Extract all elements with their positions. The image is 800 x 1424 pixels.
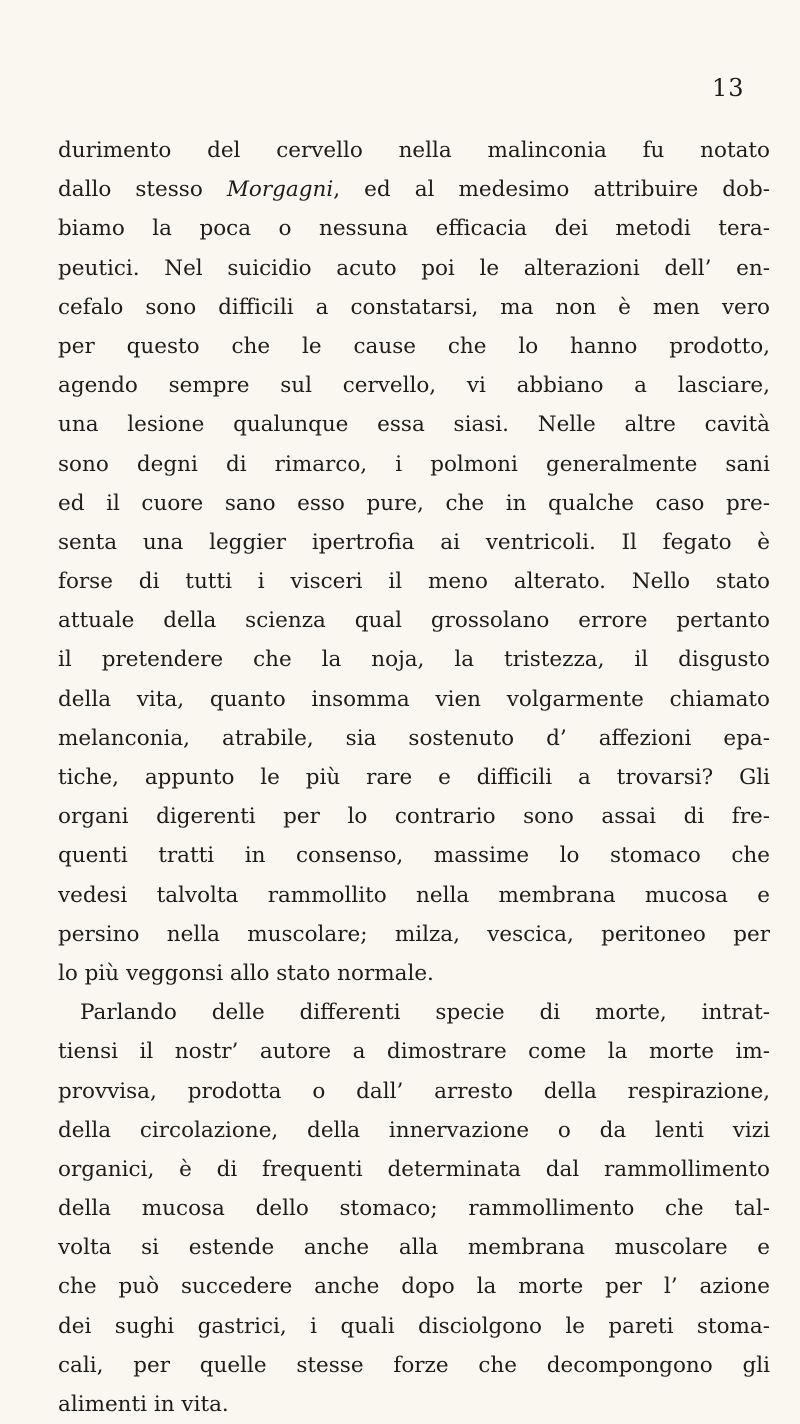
text-run: , ed al medesimo attribuire dob-: [333, 177, 771, 203]
text-line: senta una leggier ipertrofia ai ventricoli. Il fegato è: [58, 529, 770, 555]
text-line: vedesi talvolta rammollito nella membrana mucosa e: [58, 882, 770, 908]
text-line: biamo la poca o nessuna efficacia dei metodi tera-: [58, 216, 770, 242]
text-line: quenti tratti in consenso, massime lo stomaco che: [58, 843, 770, 869]
text-line: provvisa, prodotta o dall’ arresto della respirazione,: [58, 1078, 770, 1104]
text-line: organici, è di frequenti determinata dal rammollimento: [58, 1156, 770, 1182]
text-line: tiche, appunto le più rare e difficili a trovarsi? Gli: [58, 765, 770, 790]
text-line: melanconia, atrabile, sia sostenuto d’ affezioni epa-: [58, 725, 770, 751]
text-line: della mucosa dello stomaco; rammollimento che tal-: [58, 1196, 770, 1222]
body-text: [58, 131, 770, 1424]
text-line: lo più veggonsi allo stato normale.: [58, 960, 434, 986]
text-line: persino nella muscolare; milza, vescica, peritoneo per: [58, 921, 770, 947]
text-line: peutici. Nel suicidio acuto poi le alterazioni dell’ en-: [58, 255, 770, 281]
text-line: agendo sempre sul cervello, vi abbiano a lasciare,: [58, 373, 770, 399]
page-number: 13: [712, 74, 745, 102]
text-line: [58, 170, 770, 209]
text-line: Parlando delle differenti specie di morte, intrat-: [80, 1000, 770, 1026]
text-line: una lesione qualunque essa siasi. Nelle altre cavità: [58, 412, 770, 438]
text-line: attuale della scienza qual grossolano errore pertanto: [58, 608, 770, 634]
text-line: sono degni di rimarco, i polmoni generalmente sani: [58, 451, 770, 477]
text-line: che può succedere anche dopo la morte per l’ azione: [58, 1274, 770, 1300]
text-line: della vita, quanto insomma vien volgarmente chiamato: [58, 686, 770, 712]
text-line: alimenti in vita.: [58, 1392, 229, 1417]
text-line: organi digerenti per lo contrario sono assai di fre-: [58, 804, 770, 830]
text-line: della circolazione, della innervazione o da lenti vizi: [58, 1117, 770, 1143]
text-line: durimento del cervello nella malinconia fu notato: [58, 138, 770, 163]
text-run: dallo stesso: [58, 177, 227, 203]
text-line: per questo che le cause che lo hanno prodotto,: [58, 333, 770, 359]
text-line: tiensi il nostr’ autore a dimostrare come la morte im-: [58, 1039, 770, 1065]
text-line: forse di tutti i visceri il meno alterato. Nello stato: [58, 569, 770, 595]
author-name-italic: Morgagni: [226, 177, 334, 203]
text-line: ed il cuore sano esso pure, che in qualche caso pre-: [58, 490, 770, 516]
text-line: cali, per quelle stesse forze che decompongono gli: [58, 1352, 770, 1378]
text-line: volta si estende anche alla membrana muscolare e: [58, 1235, 770, 1261]
text-line: il pretendere che la noja, la tristezza, il disgusto: [58, 647, 770, 673]
text-line: cefalo sono difficili a constatarsi, ma non è men vero: [58, 294, 770, 320]
text-line: dei sughi gastrici, i quali disciolgono le pareti stoma-: [58, 1313, 770, 1339]
